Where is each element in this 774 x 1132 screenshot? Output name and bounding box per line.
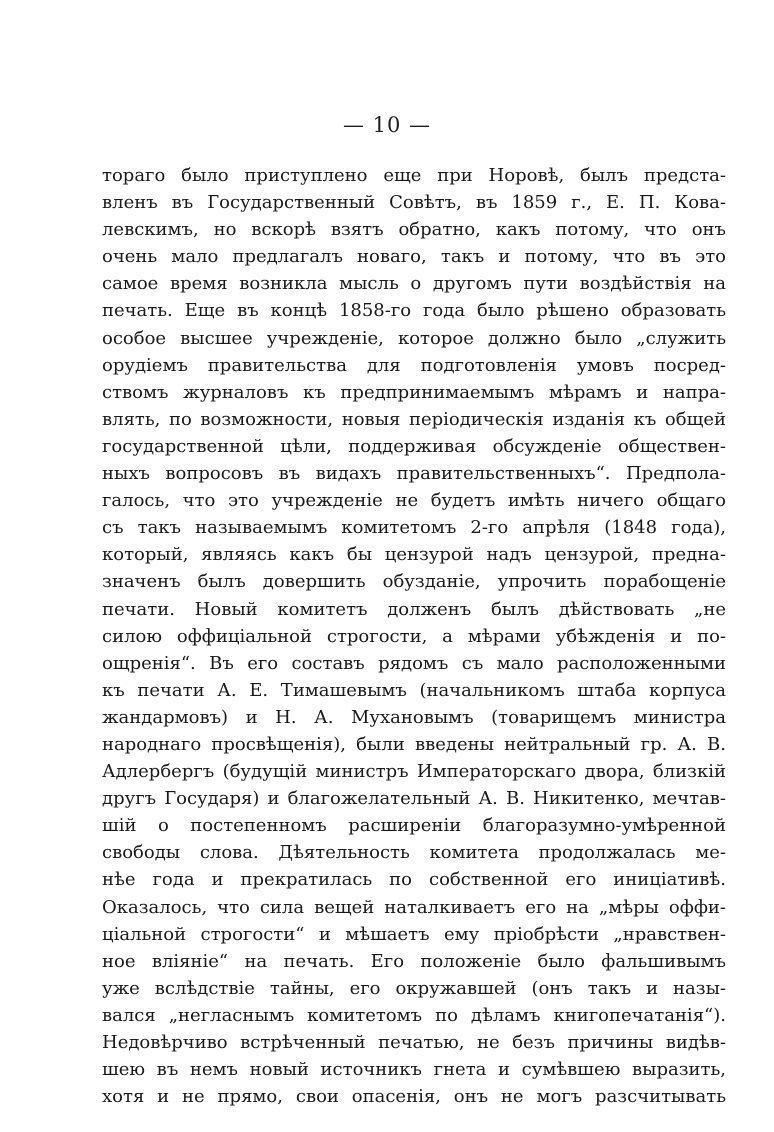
text-line: ствомъ журналовъ къ предпринимаемымъ мѣрамъ и напра- [102,381,726,403]
text-line: печати. Новый комитетъ долженъ былъ дѣйствовать „не [102,598,726,620]
text-line: орудіемъ правительства для подготовленія умовъ посред- [102,354,726,376]
text-line: галось, что это учрежденіе не будетъ имѣть ничего общаго [102,490,726,512]
text-line: народнаго просвѣщенія), были введены нейтральный гр. А. В. [102,733,726,755]
text-line: шій о постепенномъ расширеніи благоразумно-умѣренной [102,815,726,837]
text-line: къ печати А. Е. Тимашевымъ (начальникомъ штаба корпуса [102,679,726,701]
text-line: самое время возникла мысль о другомъ пути воздѣйствія на [102,273,726,295]
text-line: который, являясь какъ бы цензурой надъ цензурой, предна- [102,544,726,566]
text-line: вленъ въ Государственный Совѣтъ, въ 1859 г., Е. П. Кова- [102,192,726,214]
text-line: печать. Еще въ концѣ 1858-го года было рѣшено образовать [102,300,726,322]
text-line: нѣе года и прекратилась по собственной его иниціативѣ. [102,869,726,891]
text-line: влять, по возможности, новыя періодическія изданія къ общей [102,408,726,430]
text-line: Адлербергъ (будущій министръ Императорскаго двора, близкій [102,761,726,783]
text-line: съ такъ называемымъ комитетомъ 2-го апрѣля (1848 года), [102,517,726,539]
text-line: ощренія“. Въ его составъ рядомъ съ мало расположенными [102,652,726,674]
text-line: ное вліяніе“ на печать. Его положеніе было фальшивымъ [102,950,726,972]
text-line: уже вслѣдствіе тайны, его окружавшей (онъ такъ и назы- [102,977,726,999]
text-line: Оказалось, что сила вещей наталкиваетъ его на „мѣры оффи- [102,896,726,918]
body-text [102,162,726,1110]
text-line: государственной цѣли, поддерживая обсужденіе обществен- [102,435,726,457]
text-line: свободы слова. Дѣятельность комитета продолжалась ме- [102,842,726,864]
text-line: тораго было приступлено еще при Норовѣ, былъ предста- [102,165,726,186]
text-line: Недовѣрчиво встрѣченный печатью, не безъ причины видѣв- [102,1032,726,1053]
page-number: — 10 — [342,113,432,137]
text-line: ныхъ вопросовъ въ видахъ правительственныхъ“. Предпола- [102,463,726,485]
text-line: ціальной строгости“ и мѣшаетъ ему пріобрѣсти „нравствен- [102,923,726,945]
text-line: особое высшее учрежденіе, которое должно было „служить [102,327,726,349]
text-line: значенъ былъ довершить обузданіе, упрочить порабощеніе [102,571,726,593]
text-line: шею въ немъ новый источникъ гнета и сумѣвшею выразить, [102,1059,726,1081]
text-line: вался „негласнымъ комитетомъ по дѣламъ книгопечатанія“). [102,1004,726,1026]
text-line: левскимъ, но вскорѣ взятъ обратно, какъ потому, что онъ [102,219,726,241]
text-line: силою оффиціальной строгости, а мѣрами убѣжденія и по- [102,625,726,647]
text-line: жандармовъ) и Н. А. Мухановымъ (товарищемъ министра [102,706,726,728]
text-line: другъ Государя) и благожелательный А. В. Никитенко, мечтав- [102,788,726,810]
text-line: хотя и не прямо, свои опасенія, онъ не могъ разсчитывать [102,1086,726,1108]
text-line: очень мало предлагалъ новаго, такъ и потому, что въ это [102,246,726,268]
